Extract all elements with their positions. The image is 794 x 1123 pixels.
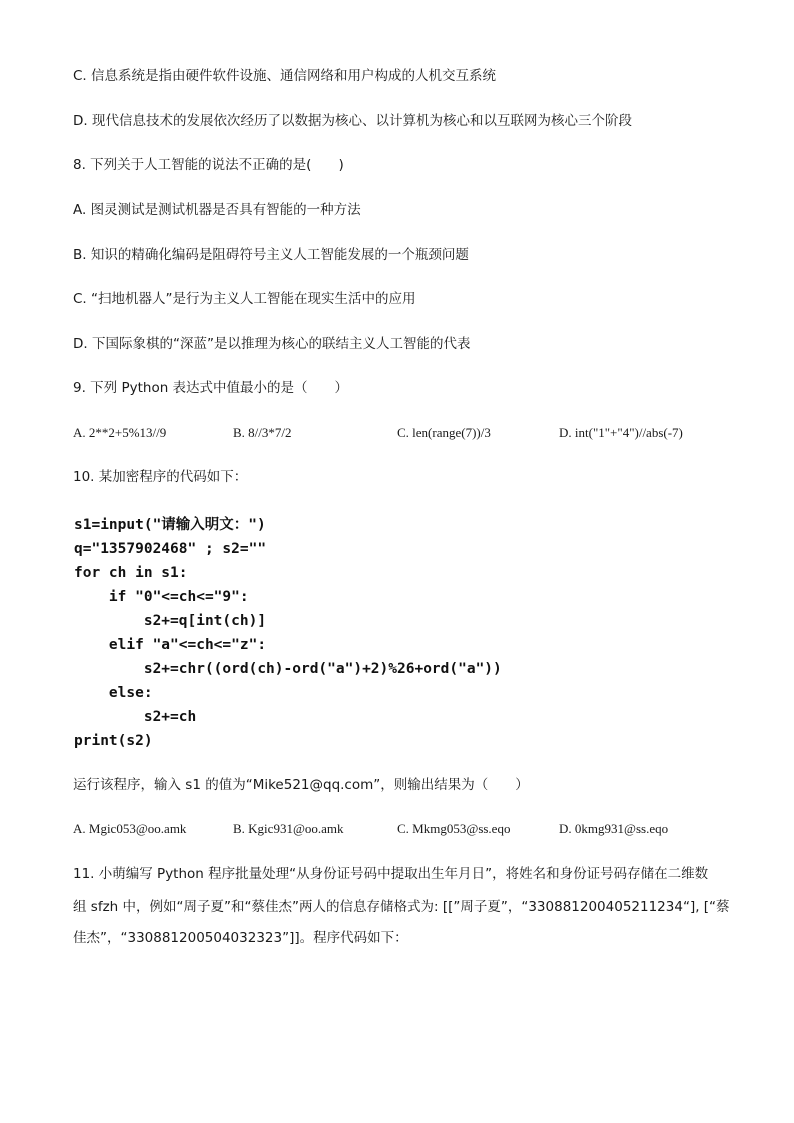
code-line: s2+=chr((ord(ch)-ord("a")+2)%26+ord("a")): [74, 661, 502, 677]
question-10-option-c: C. Mkmg053@ss.eqo: [397, 821, 511, 836]
code-line: s2+=q[int(ch)]: [74, 613, 267, 629]
code-line: else:: [74, 685, 153, 701]
question-11-line-1: 11. 小萌编写 Python 程序批量处理“从身份证号码中提取出生年月日”，将姓名和身份证号码存储在二维数: [73, 866, 709, 882]
code-line: print(s2): [74, 733, 153, 749]
question-9-option-b: B. 8//3*7/2: [233, 425, 292, 440]
question-10-option-a: A. Mgic053@oo.amk: [73, 821, 187, 836]
code-line: s1=input("请输入明文："): [74, 517, 266, 533]
question-11-line-3: 佳杰”，“330881200504032323”]]。程序代码如下：: [73, 930, 408, 946]
question-9-options: [73, 423, 733, 443]
question-8-option-a: A. 图灵测试是测试机器是否具有智能的一种方法: [73, 202, 361, 218]
code-block: [74, 513, 502, 753]
code-line: if "0"<=ch<="9":: [74, 589, 249, 605]
question-8-option-d: D. 下国际象棋的“深蓝”是以推理为核心的联结主义人工智能的代表: [73, 336, 471, 352]
question-10-stem: 10. 某加密程序的代码如下：: [73, 469, 248, 485]
question-9-option-a: A. 2**2+5%13//9: [73, 425, 167, 440]
question-9-option-d: D. int("1"+"4")//abs(-7): [559, 425, 683, 440]
code-line: s2+=ch: [74, 709, 197, 725]
code-line: elif "a"<=ch<="z":: [74, 637, 267, 653]
question-8-option-b: B. 知识的精确化编码是阻碍符号主义人工智能发展的一个瓶颈问题: [73, 247, 469, 263]
question-9-stem: 9. 下列 Python 表达式中值最小的是（ ）: [73, 380, 349, 396]
question-10-options: [73, 819, 733, 839]
code-line: for ch in s1:: [74, 565, 188, 581]
question-9-option-c: C. len(range(7))/3: [397, 425, 491, 440]
question-8-option-c: C. “扫地机器人”是行为主义人工智能在现实生活中的应用: [73, 291, 416, 307]
question-10-prompt: 运行该程序，输入 s1 的值为“Mike521@qq.com”，则输出结果为（ ）: [73, 777, 529, 793]
code-line: q="1357902468" ; s2="": [74, 541, 267, 557]
question-10-option-d: D. 0kmg931@ss.eqo: [559, 821, 669, 836]
question-7-option-d: D. 现代信息技术的发展依次经历了以数据为核心、以计算机为核心和以互联网为核心三个阶段: [73, 113, 632, 129]
question-7-option-c: C. 信息系统是指由硬件软件设施、通信网络和用户构成的人机交互系统: [73, 68, 497, 84]
question-11-line-2: 组 sfzh 中，例如“周子夏”和“蔡佳杰”两人的信息存储格式为: [[”周子夏”，“330881200405211234“], [“蔡: [73, 899, 730, 915]
question-10-option-b: B. Kgic931@oo.amk: [233, 821, 344, 836]
question-8-stem: 8. 下列关于人工智能的说法不正确的是( ): [73, 157, 344, 173]
